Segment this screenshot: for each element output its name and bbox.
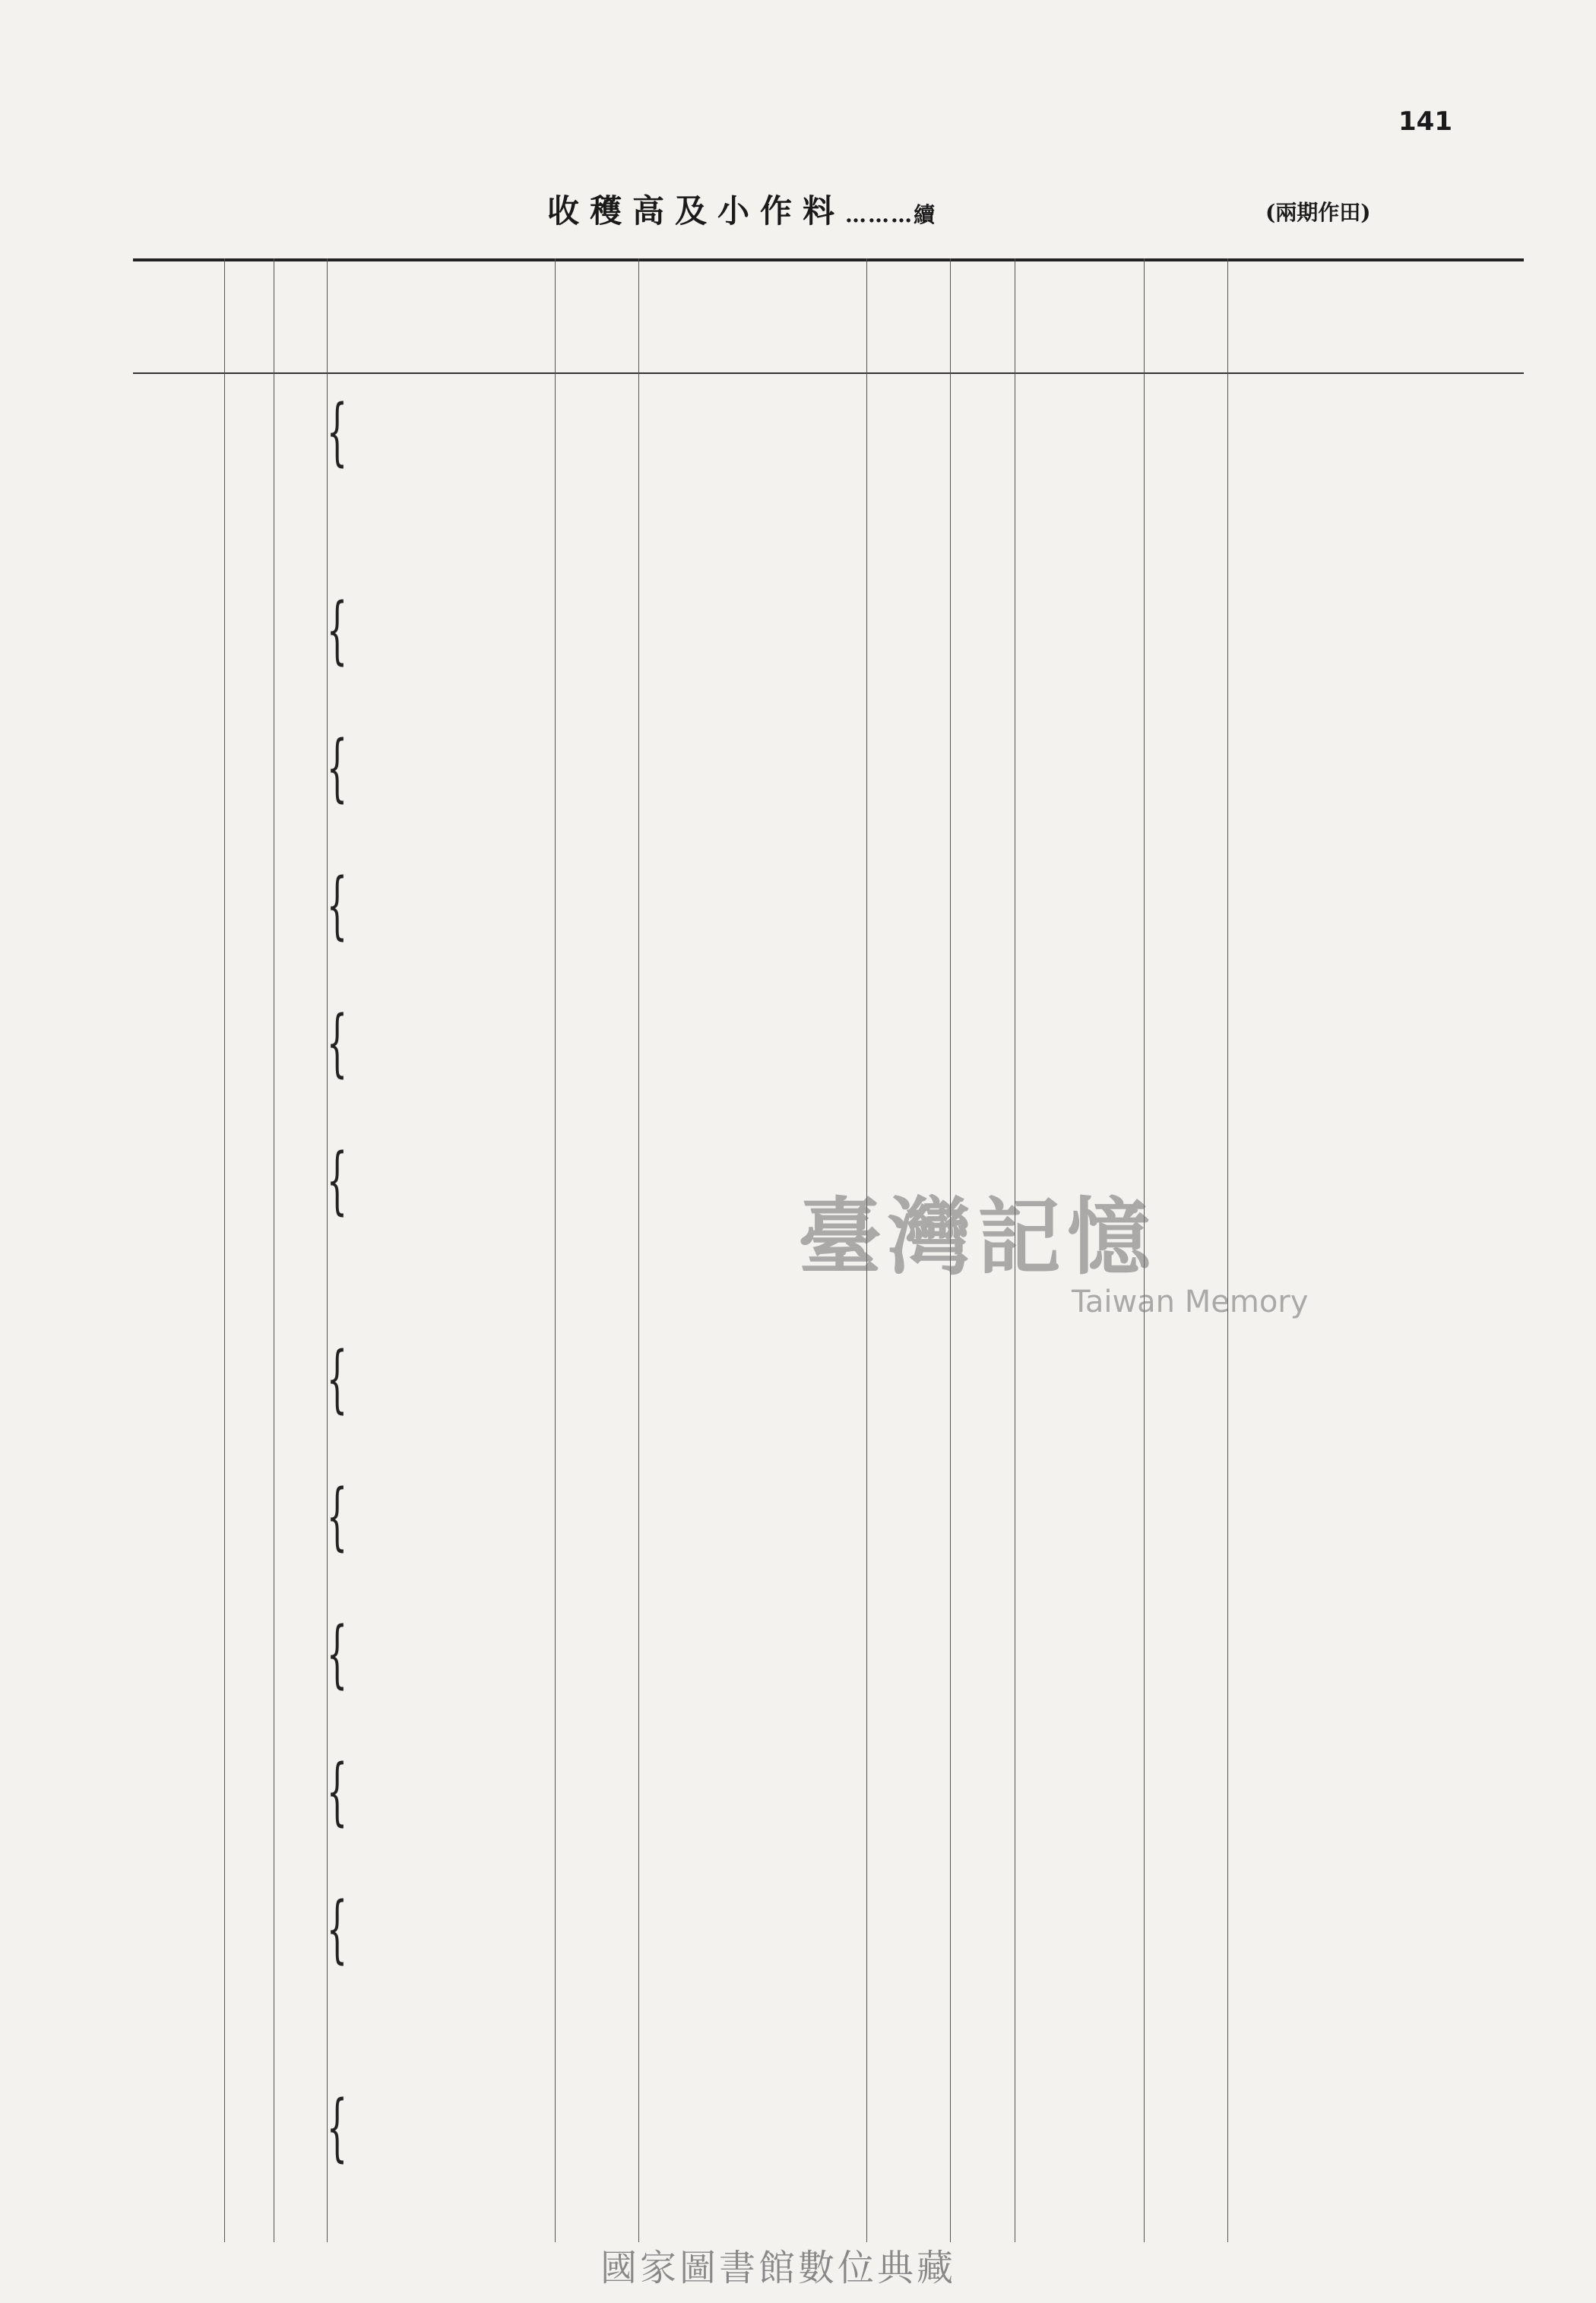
column-divider bbox=[638, 258, 639, 2242]
column-divider bbox=[555, 258, 556, 2242]
title-text: 收穫高及小作料 bbox=[547, 192, 846, 230]
group-brace: { bbox=[326, 2085, 348, 2170]
group-brace: { bbox=[326, 1611, 348, 1696]
watermark: 臺灣記憶 bbox=[798, 1188, 1157, 1286]
page-subtitle: (兩期作田) bbox=[1265, 200, 1371, 225]
group-brace: { bbox=[326, 1336, 348, 1421]
group-brace: { bbox=[326, 1886, 348, 1972]
group-brace: { bbox=[326, 1749, 348, 1834]
header-bottom-rule bbox=[133, 372, 1524, 374]
title-continued: ………續 bbox=[845, 202, 937, 227]
column-divider bbox=[1227, 258, 1228, 2242]
watermark-english: Taiwan Memory bbox=[1072, 1285, 1309, 1319]
group-brace: { bbox=[326, 588, 348, 673]
group-brace: { bbox=[326, 1000, 348, 1085]
group-brace: { bbox=[326, 1138, 348, 1223]
footer-credit: 國家圖書館數位典藏 bbox=[600, 2247, 957, 2289]
page-number: 141 bbox=[1398, 106, 1452, 137]
header-top-rule bbox=[133, 258, 1524, 261]
group-brace: { bbox=[326, 725, 348, 810]
group-brace: { bbox=[326, 863, 348, 948]
group-brace: { bbox=[326, 389, 348, 474]
group-brace: { bbox=[326, 1474, 348, 1559]
column-divider bbox=[224, 258, 225, 2242]
page-title bbox=[547, 186, 936, 232]
